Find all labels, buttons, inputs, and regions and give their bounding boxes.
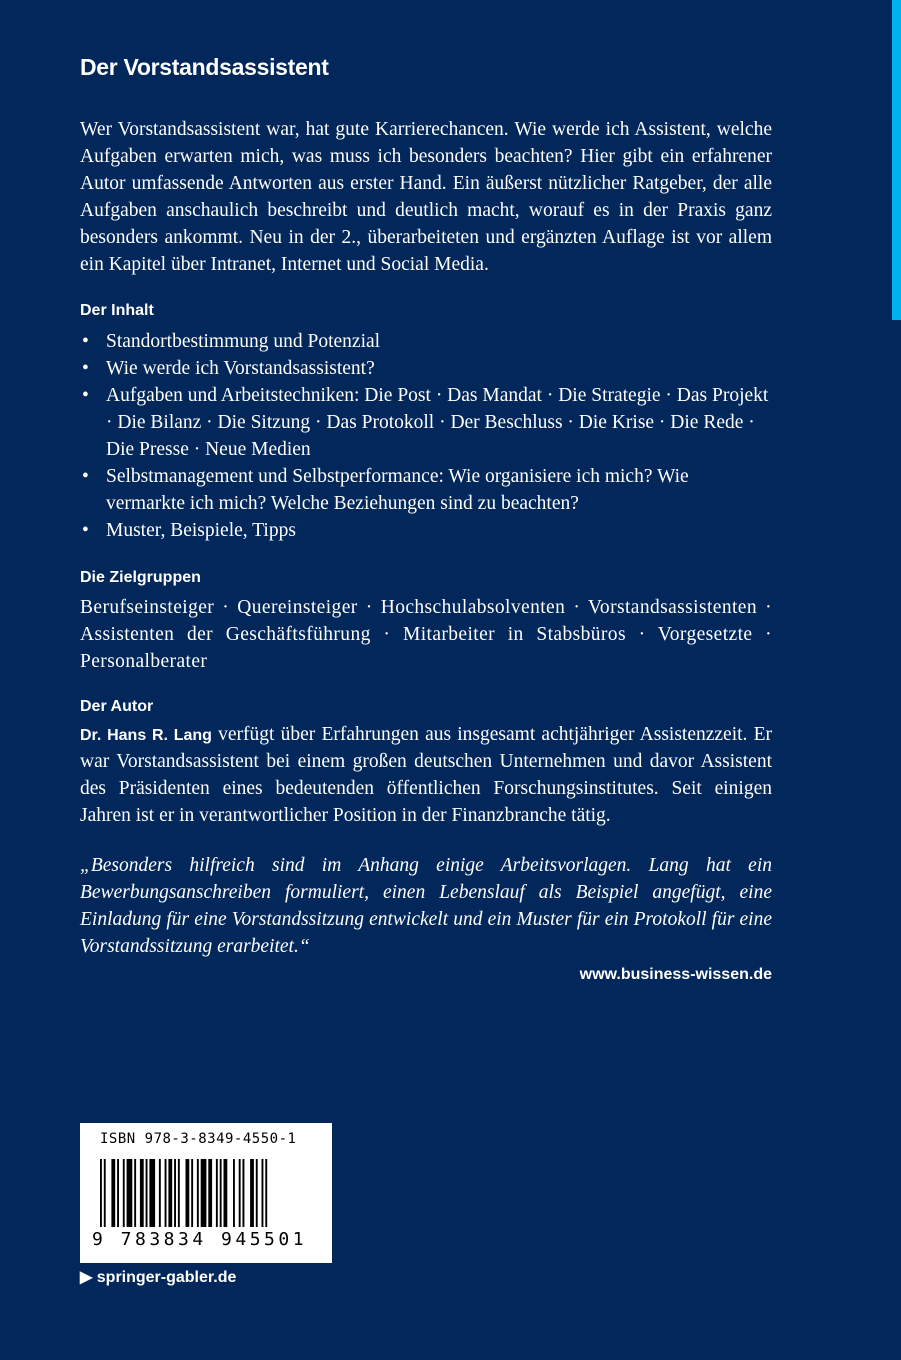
barcode-digits: 9 783834 945501 bbox=[92, 1229, 308, 1250]
barcode-bar bbox=[216, 1159, 218, 1227]
review-quote: „Besonders hilfreich sind im Anhang einige Arbeitsvorlagen. Lang hat ein Bewerbungsanschreiben formuliert, einen Lebenslauf als Beispiel angefügt, eine Einladung für eine Vorstandssitzung entwickelt und ein Muster für ein Protokoll für eine Vorstandssitzung erarbeitet.“ bbox=[80, 855, 772, 957]
barcode-bar bbox=[123, 1159, 125, 1227]
list-item: • Standortbestimmung und Potenzial bbox=[80, 328, 772, 355]
barcode-bar bbox=[224, 1159, 228, 1227]
barcode-bar bbox=[111, 1159, 115, 1227]
barcode-bar bbox=[256, 1159, 258, 1227]
arrow-right-icon: ▶ bbox=[80, 1269, 93, 1286]
barcode-bar bbox=[191, 1159, 193, 1227]
barcode-bar bbox=[100, 1159, 102, 1227]
barcode-bar bbox=[220, 1159, 222, 1227]
list-item: • Wie werde ich Vorstandsassistent? bbox=[80, 355, 772, 382]
barcode-bar bbox=[146, 1159, 148, 1227]
author-bio: verfügt über Erfahrungen aus insgesamt achtjähriger Assistenzzeit. Er war Vorstandsassistent bei einem großen deutschen Unternehmen und davor Assistent des Präsidenten eines bedeutenden öffentlichen Forschungsinstitutes. Seit einigen Jahren ist er in verantwortlicher Position in der Finanzbranche tätig. bbox=[80, 724, 772, 826]
page-title: Der Vorstandsassistent bbox=[80, 54, 329, 80]
list-item: • Selbstmanagement und Selbstperformance: Wie organisiere ich mich? Wie vermarkte ich mich? Welche Beziehungen sind zu beachten? bbox=[80, 463, 772, 517]
review-source-link[interactable]: www.business-wissen.de bbox=[579, 966, 772, 983]
barcode-bar bbox=[134, 1159, 136, 1227]
barcode-bar bbox=[239, 1159, 241, 1227]
barcode-bar bbox=[149, 1159, 155, 1227]
barcode-bar bbox=[208, 1159, 212, 1227]
barcode-bar bbox=[159, 1159, 161, 1227]
contents-section bbox=[80, 302, 772, 544]
author-section bbox=[80, 698, 772, 829]
barcode-bar bbox=[178, 1159, 180, 1227]
isbn-label: ISBN 978-3-8349-4550-1 bbox=[100, 1131, 297, 1147]
list-item: • Aufgaben und Arbeitstechniken: Die Post · Das Mandat · Die Strategie · Das Projekt · Die Bilanz · Die Sitzung · Das Protokoll · Der Beschluss · Die Krise · Die Rede · Die Presse · Neue Medien bbox=[80, 382, 772, 463]
barcode-bar bbox=[104, 1159, 106, 1227]
author-heading: Der Autor bbox=[80, 698, 154, 715]
barcode-bar bbox=[262, 1159, 264, 1227]
barcode-bar bbox=[140, 1159, 144, 1227]
contents-list bbox=[80, 328, 772, 544]
author-name: Dr. Hans R. Lang bbox=[80, 727, 212, 744]
audience-heading: Die Zielgruppen bbox=[80, 569, 201, 586]
audience-section bbox=[80, 569, 772, 675]
audience-text: Berufseinsteiger · Quereinsteiger · Hochschulabsolventen · Vorstandsassistenten · Assistenten der Geschäftsführung · Mitarbeiter in Stabsbüros · Vorgesetzte · Personalberater bbox=[80, 597, 772, 672]
publisher-link[interactable]: ▶ springer-gabler.de bbox=[80, 1269, 237, 1286]
barcode-bar bbox=[197, 1159, 199, 1227]
list-item: • Muster, Beispiele, Tipps bbox=[80, 517, 772, 544]
barcode-bar bbox=[117, 1159, 119, 1227]
barcode-bar bbox=[233, 1159, 235, 1227]
intro-paragraph: Wer Vorstandsassistent war, hat gute Karrierechancen. Wie werde ich Assistent, welche Aufgaben erwarten mich, was muss ich besonders beachten? Hier gibt ein erfahrener Autor umfassende Antworten aus erster Hand. Ein äußerst nützlicher Ratgeber, der alle Aufgaben anschaulich beschreibt und deutlich macht, worauf es in der Praxis ganz besonders ankommt. Neu in der 2., überarbeiteten und ergänzten Auflage ist vor allem ein Kapitel über Intranet, Internet und Social Media. bbox=[80, 119, 772, 275]
barcode-bar bbox=[186, 1159, 190, 1227]
barcode-bar bbox=[174, 1159, 176, 1227]
barcode-bar bbox=[165, 1159, 167, 1227]
accent-bar bbox=[892, 0, 901, 320]
barcode-bar bbox=[201, 1159, 207, 1227]
barcode-bar bbox=[243, 1159, 245, 1227]
barcode-bar bbox=[265, 1159, 267, 1227]
barcode-bar bbox=[168, 1159, 172, 1227]
review-section bbox=[80, 852, 772, 984]
contents-heading: Der Inhalt bbox=[80, 302, 154, 319]
isbn-barcode bbox=[80, 1123, 332, 1263]
barcode-bar bbox=[127, 1159, 133, 1227]
barcode-bar bbox=[250, 1159, 254, 1227]
